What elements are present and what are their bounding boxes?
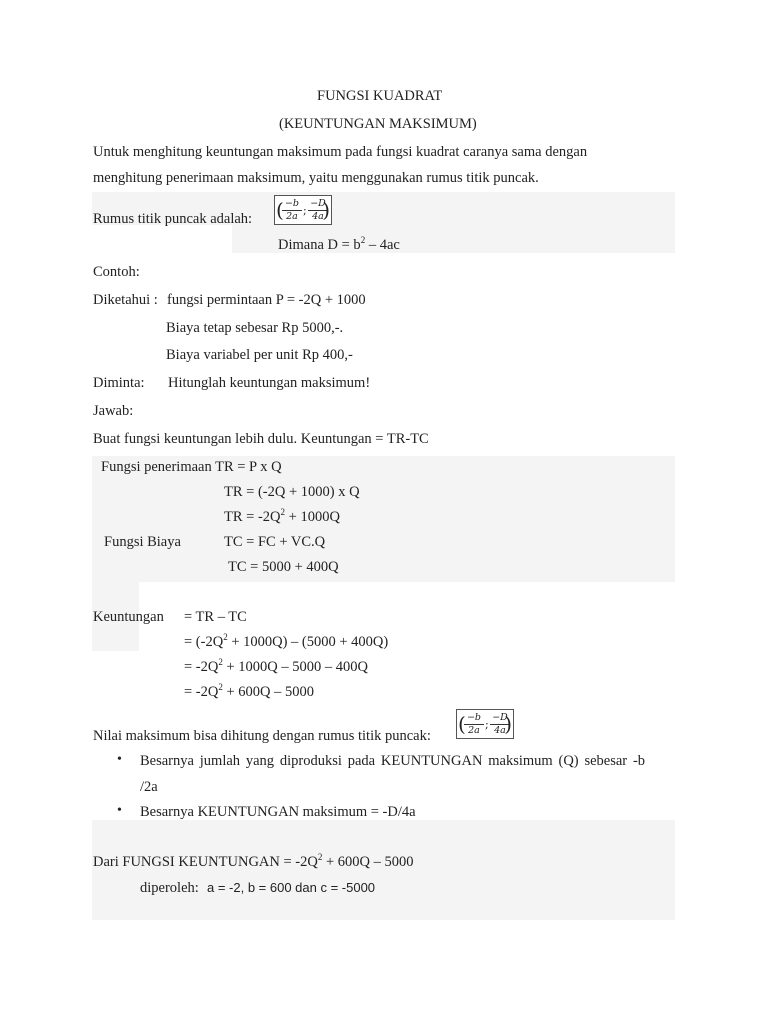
formula2-y-numerator: −D: [490, 712, 510, 725]
dari-suffix: + 600Q – 5000: [322, 854, 414, 870]
jawab-label: Jawab:: [93, 403, 134, 419]
tc-label: Fungsi Biaya: [104, 534, 181, 550]
keuntungan-line-3-suffix: + 1000Q – 5000 – 400Q: [222, 659, 368, 675]
diminta-label: Diminta:: [93, 375, 145, 391]
formula2-open-paren: (: [458, 712, 466, 736]
formula2-close-paren: ): [504, 712, 512, 736]
formula2-x-numerator: −b: [464, 712, 484, 725]
keuntungan-line-3-prefix: = -2Q: [184, 659, 219, 675]
diketahui-label: Diketahui :: [93, 292, 158, 308]
keuntungan-line-4-suffix: + 600Q – 5000: [222, 684, 315, 700]
keuntungan-line-2: [184, 633, 388, 651]
keuntungan-line-2-exponent: 2: [223, 632, 228, 642]
dimana-line: [278, 236, 400, 254]
page-title: FUNGSI KUADRAT: [317, 88, 443, 104]
formula2-separator: ;: [485, 718, 489, 731]
buat-fungsi-text: Buat fungsi keuntungan lebih dulu. Keuntungan = TR-TC: [93, 431, 429, 447]
tr-line-2: [224, 508, 340, 526]
dimana-prefix: Dimana D = b: [278, 237, 361, 253]
intro-paragraph-line2: menghitung penerimaan maksimum, yaitu menggunakan rumus titik puncak.: [93, 170, 539, 186]
formula-y-numerator: −D: [308, 198, 328, 211]
titik-puncak-formula: [274, 195, 332, 225]
tr-label: Fungsi penerimaan TR = P x Q: [101, 459, 282, 475]
bullet-1-line-2: /2a: [140, 779, 158, 795]
tc-line-2: TC = 5000 + 400Q: [228, 559, 339, 575]
keuntungan-line-2-suffix: + 1000Q) – (5000 + 400Q): [227, 634, 389, 650]
diketahui-item-2: Biaya tetap sebesar Rp 5000,-.: [166, 320, 344, 336]
dimana-exponent: 2: [360, 235, 366, 245]
formula-x-numerator: −b: [282, 198, 302, 211]
dari-fungsi-line: [93, 853, 414, 871]
tr-line-2-suffix: + 1000Q: [285, 509, 340, 525]
formula-x-fraction: [282, 198, 302, 223]
diminta-text: Hitunglah keuntungan maksimum!: [168, 375, 371, 391]
diperoleh-label: diperoleh:: [140, 880, 199, 896]
keuntungan-line-3: [184, 658, 368, 676]
page-subtitle: (KEUNTUNGAN MAKSIMUM): [279, 116, 477, 132]
formula2-y-denominator: 4a: [494, 725, 506, 736]
formula-open-paren: (: [276, 198, 284, 222]
formula-separator: ;: [303, 204, 307, 217]
diketahui-item-3: Biaya variabel per unit Rp 400,-: [166, 347, 353, 363]
formula-y-denominator: 4a: [312, 211, 324, 222]
bullet-1-line-1: Besarnya jumlah yang diproduksi pada KEUNTUNGAN maksimum (Q) sebesar -b: [140, 753, 646, 769]
formula-x-denominator: 2a: [286, 211, 298, 222]
keuntungan-line-3-exponent: 2: [218, 657, 223, 667]
formula2-x-denominator: 2a: [468, 725, 480, 736]
keuntungan-line-4-prefix: = -2Q: [184, 684, 219, 700]
bullet-icon: •: [117, 752, 122, 767]
keuntungan-line-1: = TR – TC: [184, 609, 247, 625]
dari-exponent: 2: [317, 852, 323, 862]
intro-paragraph-line1: Untuk menghitung keuntungan maksimum pada fungsi kuadrat caranya sama dengan: [93, 144, 588, 160]
bullet-2: Besarnya KEUNTUNGAN maksimum = -D/4a: [140, 804, 416, 820]
diperoleh-values: a = -2, b = 600 dan c = -5000: [207, 880, 376, 895]
keuntungan-label: Keuntungan: [93, 609, 164, 625]
diketahui-item-1: fungsi permintaan P = -2Q + 1000: [167, 292, 366, 308]
keuntungan-line-2-prefix: = (-2Q: [184, 634, 224, 650]
formula-close-paren: ): [322, 198, 330, 222]
bullet-icon: •: [117, 803, 122, 818]
dari-prefix: Dari FUNGSI KEUNTUNGAN = -2Q: [93, 854, 318, 870]
titik-puncak-formula-2: [456, 709, 514, 739]
rumus-label: Rumus titik puncak adalah:: [93, 211, 253, 227]
tr-line-2-exponent: 2: [280, 507, 286, 517]
formula2-x-fraction: [464, 712, 484, 737]
nilai-maksimum-text: Nilai maksimum bisa dihitung dengan rumus titik puncak:: [93, 728, 431, 744]
keuntungan-line-4: [184, 683, 314, 701]
tc-line-1: TC = FC + VC.Q: [224, 534, 326, 550]
tr-line-1: TR = (-2Q + 1000) x Q: [224, 484, 360, 500]
dimana-suffix: – 4ac: [365, 237, 400, 253]
tr-line-2-prefix: TR = -2Q: [224, 509, 281, 525]
keuntungan-line-4-exponent: 2: [218, 682, 223, 692]
contoh-label: Contoh:: [93, 264, 140, 280]
